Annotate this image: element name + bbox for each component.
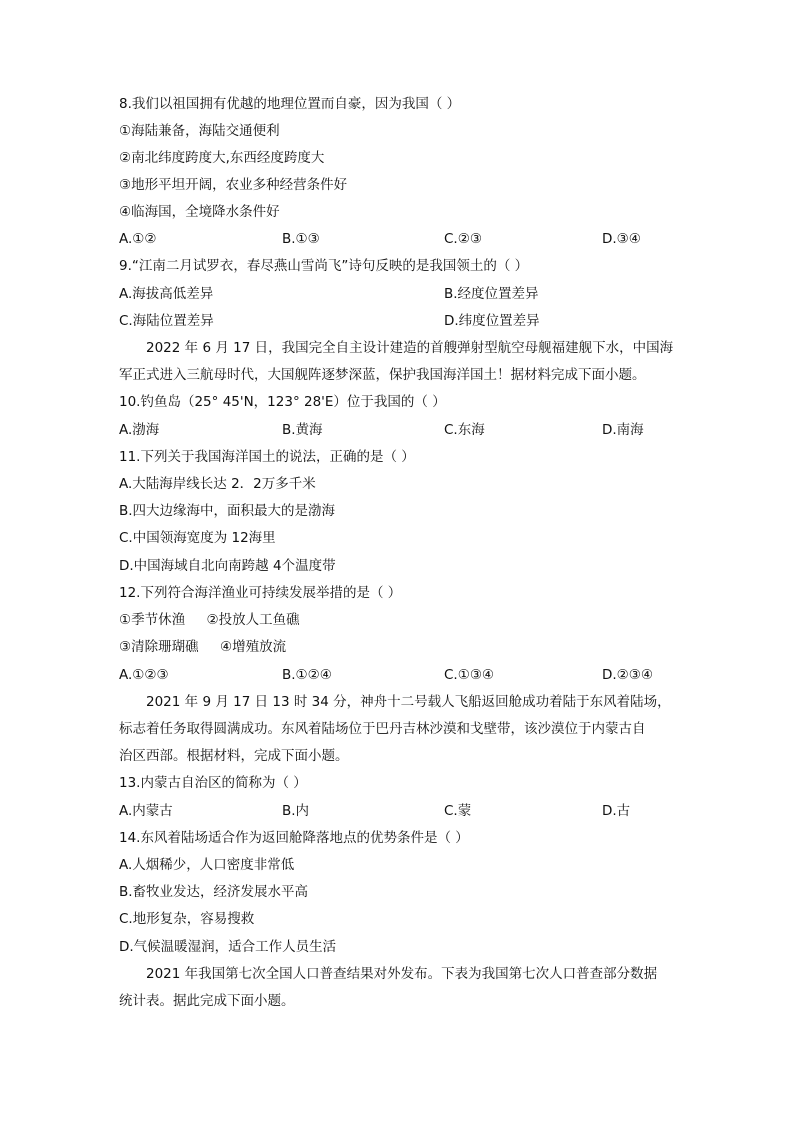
- q13-stem: 13.内蒙古自治区的简称为（ ）: [119, 775, 307, 791]
- q10-option-a: A.渤海: [119, 422, 160, 438]
- passage2-line-1: 2021 年 9 月 17 日 13 时 34 分，神舟十二号载人飞船返回舱成功着陆于东风着陆场，: [146, 694, 671, 710]
- q10-option-b: B.黄海: [282, 422, 323, 438]
- q12-option-a: A.①②③: [119, 667, 169, 683]
- q12-items-line-1: ①季节休渔 ②投放人工鱼礁: [119, 612, 300, 628]
- q8-option-d: D.③④: [602, 231, 641, 247]
- passage3-line-1: 2021 年我国第七次全国人口普查结果对外发布。下表为我国第七次人口普查部分数据: [146, 966, 658, 982]
- passage2-line-2: 标志着任务取得圆满成功。东风着陆场位于巴丹吉林沙漠和戈壁带，该沙漠位于内蒙古自: [119, 721, 646, 737]
- q8-stem: 8.我们以祖国拥有优越的地理位置而自豪，因为我国（ ）: [119, 96, 461, 112]
- q12-option-d: D.②③④: [602, 667, 653, 683]
- q10-option-c: C.东海: [444, 422, 485, 438]
- q14-option-c: C.地形复杂，容易搜救: [119, 911, 255, 927]
- q8-option-b: B.①③: [282, 231, 320, 247]
- q12-stem: 12.下列符合海洋渔业可持续发展举措的是（ ）: [119, 585, 402, 601]
- q8-item-1: ①海陆兼备，海陆交通便利: [119, 123, 280, 139]
- q8-option-c: C.②③: [444, 231, 482, 247]
- q9-option-c: C.海陆位置差异: [119, 313, 214, 329]
- q8-item-4: ④临海国，全境降水条件好: [119, 204, 280, 220]
- q13-option-c: C.蒙: [444, 803, 472, 819]
- q14-stem: 14.东风着陆场适合作为返回舱降落地点的优势条件是（ ）: [119, 830, 469, 846]
- q13-option-b: B.内: [282, 803, 310, 819]
- passage1-line-1: 2022 年 6 月 17 日，我国完全自主设计建造的首艘弹射型航空母舰福建舰下水，中国海: [146, 340, 674, 356]
- q8-item-2: ②南北纬度跨度大,东西经度跨度大: [119, 150, 325, 166]
- q12-option-b: B.①②④: [282, 667, 332, 683]
- q9-option-a: A.海拔高低差异: [119, 286, 214, 302]
- passage1-line-2: 军正式进入三航母时代，大国舰阵逐梦深蓝，保护我国海洋国土！据材料完成下面小题。: [119, 367, 646, 383]
- q12-items-line-2: ③清除珊瑚礁 ④增殖放流: [119, 639, 287, 655]
- q9-option-b: B.经度位置差异: [444, 286, 539, 302]
- q14-option-b: B.畜牧业发达，经济发展水平高: [119, 884, 309, 900]
- q13-option-d: D.古: [602, 803, 631, 819]
- q9-stem: 9.“江南二月试罗衣，春尽燕山雪尚飞”诗句反映的是我国领土的（ ）: [119, 258, 529, 274]
- q11-option-b: B.四大边缘海中，面积最大的是渤海: [119, 503, 336, 519]
- q8-item-3: ③地形平坦开阔，农业多种经营条件好: [119, 177, 348, 193]
- passage2-line-3: 治区西部。根据材料，完成下面小题。: [119, 748, 349, 764]
- q11-option-c: C.中国领海宽度为 12海里: [119, 530, 276, 546]
- q11-stem: 11.下列关于我国海洋国土的说法，正确的是（ ）: [119, 449, 415, 465]
- q11-option-a: A.大陆海岸线长达 2．2万多千米: [119, 476, 316, 492]
- q14-option-a: A.人烟稀少，人口密度非常低: [119, 857, 295, 873]
- q11-option-d: D.中国海域自北向南跨越 4个温度带: [119, 558, 336, 574]
- q13-option-a: A.内蒙古: [119, 803, 173, 819]
- q12-option-c: C.①③④: [444, 667, 495, 683]
- q9-option-d: D.纬度位置差异: [444, 313, 540, 329]
- q10-option-d: D.南海: [602, 422, 644, 438]
- q10-stem: 10.钓鱼岛（25° 45'N，123° 28'E）位于我国的（ ）: [119, 394, 446, 410]
- q14-option-d: D.气候温暖湿润，适合工作人员生活: [119, 939, 337, 955]
- q8-option-a: A.①②: [119, 231, 157, 247]
- passage3-line-2: 统计表。据此完成下面小题。: [119, 993, 295, 1009]
